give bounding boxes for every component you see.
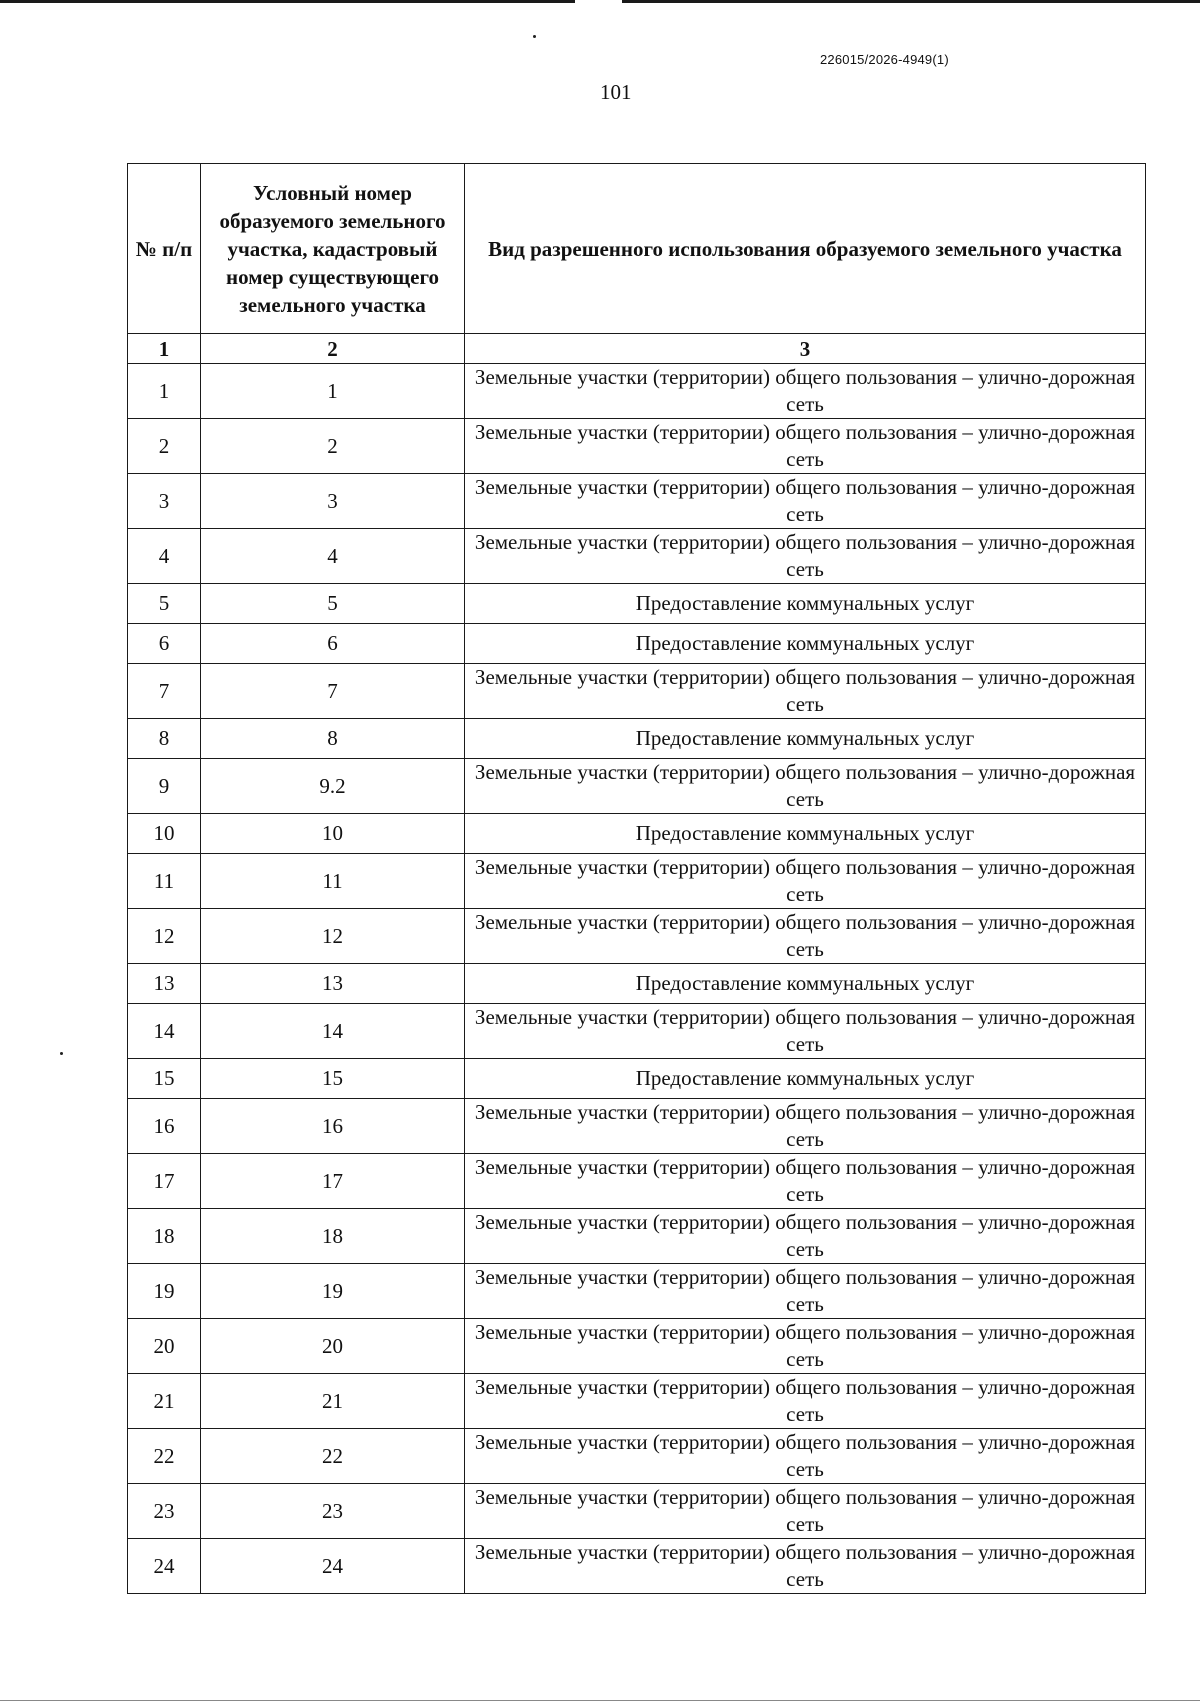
plot-number-cell: 5 [201,584,465,624]
row-number-cell: 17 [128,1154,201,1209]
permitted-use-cell: Земельные участки (территории) общего пользования – улично-дорожная сеть [465,364,1146,419]
scan-speck [533,35,536,38]
table-row [128,1539,1146,1594]
row-number-cell: 5 [128,584,201,624]
permitted-use-cell: Предоставление коммунальных услуг [465,624,1146,664]
row-number-cell: 19 [128,1264,201,1319]
column-number: 3 [465,334,1146,364]
column-number: 1 [128,334,201,364]
table-row [128,719,1146,759]
permitted-use-cell: Предоставление коммунальных услуг [465,719,1146,759]
permitted-use-cell: Земельные участки (территории) общего пользования – улично-дорожная сеть [465,1429,1146,1484]
plot-number-cell: 12 [201,909,465,964]
table-row [128,1059,1146,1099]
scan-bottom-edge [0,1700,1200,1701]
plot-number-cell: 10 [201,814,465,854]
permitted-use-cell: Земельные участки (территории) общего пользования – улично-дорожная сеть [465,1264,1146,1319]
column-numbers-row [128,334,1146,364]
header-row-number: № п/п [128,164,201,334]
plot-number-cell: 2 [201,419,465,474]
permitted-use-cell: Земельные участки (территории) общего пользования – улично-дорожная сеть [465,854,1146,909]
table-row [128,1154,1146,1209]
plot-number-cell: 20 [201,1319,465,1374]
header-permitted-use: Вид разрешенного использования образуемого земельного участка [465,164,1146,334]
plot-number-cell: 8 [201,719,465,759]
plot-number-cell: 13 [201,964,465,1004]
permitted-use-cell: Земельные участки (территории) общего пользования – улично-дорожная сеть [465,1154,1146,1209]
row-number-cell: 21 [128,1374,201,1429]
row-number-cell: 2 [128,419,201,474]
permitted-use-cell: Земельные участки (территории) общего пользования – улично-дорожная сеть [465,909,1146,964]
column-number: 2 [201,334,465,364]
permitted-use-cell: Земельные участки (территории) общего пользования – улично-дорожная сеть [465,1209,1146,1264]
plot-number-cell: 16 [201,1099,465,1154]
scan-top-border-left [0,0,575,3]
plot-number-cell: 3 [201,474,465,529]
table-row [128,1429,1146,1484]
row-number-cell: 6 [128,624,201,664]
plot-number-cell: 18 [201,1209,465,1264]
plot-number-cell: 9.2 [201,759,465,814]
permitted-use-cell: Земельные участки (территории) общего пользования – улично-дорожная сеть [465,419,1146,474]
header-plot-number: Условный номер образуемого земельного участка, кадастровый номер существующего земельного участка [201,164,465,334]
row-number-cell: 12 [128,909,201,964]
row-number-cell: 23 [128,1484,201,1539]
table-row [128,474,1146,529]
permitted-use-cell: Земельные участки (территории) общего пользования – улично-дорожная сеть [465,1539,1146,1594]
permitted-use-cell: Земельные участки (территории) общего пользования – улично-дорожная сеть [465,759,1146,814]
row-number-cell: 15 [128,1059,201,1099]
plot-number-cell: 1 [201,364,465,419]
row-number-cell: 9 [128,759,201,814]
row-number-cell: 13 [128,964,201,1004]
plot-number-cell: 17 [201,1154,465,1209]
plot-number-cell: 4 [201,529,465,584]
permitted-use-cell: Земельные участки (территории) общего пользования – улично-дорожная сеть [465,1004,1146,1059]
permitted-use-cell: Земельные участки (территории) общего пользования – улично-дорожная сеть [465,1484,1146,1539]
row-number-cell: 14 [128,1004,201,1059]
row-number-cell: 7 [128,664,201,719]
row-number-cell: 18 [128,1209,201,1264]
table-row [128,759,1146,814]
row-number-cell: 22 [128,1429,201,1484]
table-row [128,854,1146,909]
row-number-cell: 8 [128,719,201,759]
table-row [128,1209,1146,1264]
permitted-use-cell: Земельные участки (территории) общего пользования – улично-дорожная сеть [465,1319,1146,1374]
table-header-row [128,164,1146,334]
plot-number-cell: 19 [201,1264,465,1319]
permitted-use-cell: Земельные участки (территории) общего пользования – улично-дорожная сеть [465,664,1146,719]
table-row [128,364,1146,419]
table-row [128,1264,1146,1319]
table-row [128,1374,1146,1429]
row-number-cell: 20 [128,1319,201,1374]
document-id: 226015/2026-4949(1) [820,52,949,67]
table-row [128,814,1146,854]
plot-number-cell: 14 [201,1004,465,1059]
plot-number-cell: 7 [201,664,465,719]
table-row [128,1319,1146,1374]
plot-number-cell: 21 [201,1374,465,1429]
table-row [128,584,1146,624]
plot-number-cell: 22 [201,1429,465,1484]
table-row [128,1004,1146,1059]
permitted-use-cell: Предоставление коммунальных услуг [465,584,1146,624]
row-number-cell: 24 [128,1539,201,1594]
row-number-cell: 3 [128,474,201,529]
page-number: 101 [600,80,632,104]
permitted-use-cell: Земельные участки (территории) общего пользования – улично-дорожная сеть [465,474,1146,529]
table-row [128,419,1146,474]
row-number-cell: 4 [128,529,201,584]
row-number-cell: 11 [128,854,201,909]
plot-number-cell: 23 [201,1484,465,1539]
table-body [128,364,1146,1594]
plot-number-cell: 6 [201,624,465,664]
permitted-use-cell: Предоставление коммунальных услуг [465,964,1146,1004]
permitted-use-cell: Земельные участки (территории) общего пользования – улично-дорожная сеть [465,1099,1146,1154]
permitted-use-cell: Земельные участки (территории) общего пользования – улично-дорожная сеть [465,529,1146,584]
scan-speck [60,1052,63,1055]
plot-number-cell: 24 [201,1539,465,1594]
table-row [128,1099,1146,1154]
row-number-cell: 16 [128,1099,201,1154]
plot-number-cell: 11 [201,854,465,909]
table-row [128,664,1146,719]
row-number-cell: 1 [128,364,201,419]
table-row [128,1484,1146,1539]
scan-top-border-right [622,0,1200,3]
permitted-use-cell: Земельные участки (территории) общего пользования – улично-дорожная сеть [465,1374,1146,1429]
land-plots-table [127,163,1146,1594]
table-row [128,529,1146,584]
plot-number-cell: 15 [201,1059,465,1099]
table-row [128,909,1146,964]
table-row [128,964,1146,1004]
permitted-use-cell: Предоставление коммунальных услуг [465,814,1146,854]
permitted-use-cell: Предоставление коммунальных услуг [465,1059,1146,1099]
table-row [128,624,1146,664]
row-number-cell: 10 [128,814,201,854]
